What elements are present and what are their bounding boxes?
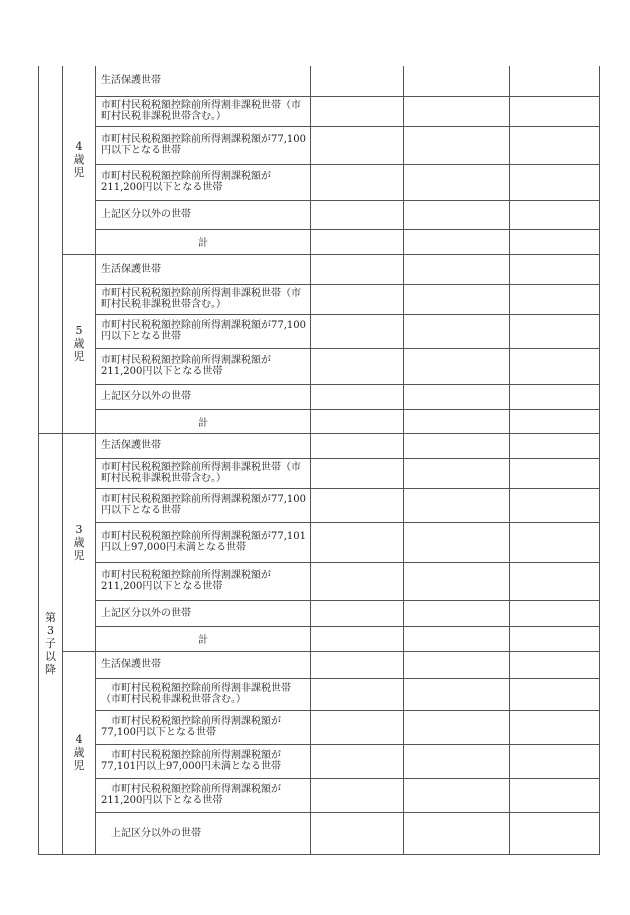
row-label: 市町村民税税額控除前所得割課税額が77,100円以下となる世帯 xyxy=(96,488,311,522)
input-cell[interactable] xyxy=(311,66,404,96)
total-label: 計 xyxy=(96,626,311,651)
input-cell[interactable] xyxy=(510,314,600,348)
input-cell[interactable] xyxy=(404,562,510,600)
input-cell[interactable] xyxy=(404,409,510,433)
row-label: 市町村民税税額控除前所得割課税額が211,200円以下となる世帯 xyxy=(96,562,311,600)
input-cell[interactable] xyxy=(311,314,404,348)
input-cell[interactable] xyxy=(510,600,600,626)
input-cell[interactable] xyxy=(404,126,510,164)
input-cell[interactable] xyxy=(404,458,510,488)
input-cell[interactable] xyxy=(311,812,404,854)
row-label: 市町村民税税額控除前所得割非課税世帯（市町村民税非課税世帯含む。） xyxy=(96,458,311,488)
input-cell[interactable] xyxy=(404,384,510,409)
input-cell[interactable] xyxy=(404,626,510,651)
input-cell[interactable] xyxy=(510,458,600,488)
group-label: 第3子以降 xyxy=(45,611,56,676)
input-cell[interactable] xyxy=(404,778,510,812)
age-cell-5 xyxy=(63,254,96,433)
input-cell[interactable] xyxy=(404,254,510,284)
input-cell[interactable] xyxy=(311,433,404,458)
input-cell[interactable] xyxy=(510,164,600,200)
input-cell[interactable] xyxy=(510,626,600,651)
input-cell[interactable] xyxy=(311,522,404,562)
row-label: 上記区分以外の世帯 xyxy=(96,384,311,409)
input-cell[interactable] xyxy=(510,254,600,284)
input-cell[interactable] xyxy=(404,678,510,710)
row-label: 市町村民税税額控除前所得割課税額が211,200円以下となる世帯 xyxy=(96,348,311,384)
input-cell[interactable] xyxy=(311,778,404,812)
input-cell[interactable] xyxy=(510,651,600,678)
input-cell[interactable] xyxy=(510,384,600,409)
input-cell[interactable] xyxy=(311,562,404,600)
input-cell[interactable] xyxy=(311,626,404,651)
row-label: 上記区分以外の世帯 xyxy=(96,600,311,626)
input-cell[interactable] xyxy=(510,678,600,710)
input-cell[interactable] xyxy=(311,348,404,384)
row-label: 市町村民税税額控除前所得割課税額が77,101円以上97,000円未満となる世帯 xyxy=(96,522,311,562)
row-label: 市町村民税税額控除前所得割課税額が211,200円以下となる世帯 xyxy=(96,778,311,812)
input-cell[interactable] xyxy=(311,744,404,778)
row-label: 市町村民税税額控除前所得割課税額が77,101円以上97,000円未満となる世帯 xyxy=(96,744,311,778)
input-cell[interactable] xyxy=(510,409,600,433)
row-label: 市町村民税税額控除前所得割課税額が211,200円以下となる世帯 xyxy=(96,164,311,200)
input-cell[interactable] xyxy=(311,229,404,254)
input-cell[interactable] xyxy=(404,284,510,314)
age-cell-4 xyxy=(63,66,96,254)
input-cell[interactable] xyxy=(510,348,600,384)
age-cell-3 xyxy=(63,433,96,651)
input-cell[interactable] xyxy=(311,458,404,488)
row-label: 市町村民税税額控除前所得割課税額が77,100円以下となる世帯 xyxy=(96,126,311,164)
age-label: 4歳児 xyxy=(73,733,85,772)
row-label: 市町村民税税額控除前所得割課税額が77,100円以下となる世帯 xyxy=(96,710,311,744)
input-cell[interactable] xyxy=(510,284,600,314)
group-cell-previous xyxy=(39,66,63,433)
input-cell[interactable] xyxy=(404,433,510,458)
input-cell[interactable] xyxy=(404,710,510,744)
input-cell[interactable] xyxy=(311,678,404,710)
input-cell[interactable] xyxy=(510,488,600,522)
input-cell[interactable] xyxy=(404,96,510,126)
input-cell[interactable] xyxy=(311,200,404,229)
input-cell[interactable] xyxy=(404,164,510,200)
input-cell[interactable] xyxy=(311,600,404,626)
input-cell[interactable] xyxy=(311,409,404,433)
input-cell[interactable] xyxy=(510,200,600,229)
input-cell[interactable] xyxy=(510,126,600,164)
input-cell[interactable] xyxy=(510,778,600,812)
input-cell[interactable] xyxy=(311,126,404,164)
age-label: 4歳児 xyxy=(73,140,85,180)
row-label: 市町村民税税額控除前所得割非課税世帯（市町村民税非課税世帯含む。） xyxy=(96,678,311,710)
total-label: 計 xyxy=(96,229,311,254)
row-label: 市町村民税税額控除前所得割非課税世帯（市町村民税非課税世帯含む。） xyxy=(96,284,311,314)
input-cell[interactable] xyxy=(510,710,600,744)
input-cell[interactable] xyxy=(311,710,404,744)
input-cell[interactable] xyxy=(311,164,404,200)
input-cell[interactable] xyxy=(404,600,510,626)
row-label: 生活保護世帯 xyxy=(96,66,311,96)
input-cell[interactable] xyxy=(404,522,510,562)
age-cell-4b xyxy=(63,651,96,854)
fee-category-table xyxy=(38,66,599,855)
row-label: 市町村民税税額控除前所得割課税額が77,100円以下となる世帯 xyxy=(96,314,311,348)
row-label: 生活保護世帯 xyxy=(96,433,311,458)
input-cell[interactable] xyxy=(404,314,510,348)
input-cell[interactable] xyxy=(404,651,510,678)
row-label: 生活保護世帯 xyxy=(96,651,311,678)
input-cell[interactable] xyxy=(510,562,600,600)
input-cell[interactable] xyxy=(510,812,600,854)
input-cell[interactable] xyxy=(510,96,600,126)
input-cell[interactable] xyxy=(404,348,510,384)
input-cell[interactable] xyxy=(404,812,510,854)
input-cell[interactable] xyxy=(311,384,404,409)
input-cell[interactable] xyxy=(311,254,404,284)
row-label: 上記区分以外の世帯 xyxy=(96,200,311,229)
input-cell[interactable] xyxy=(404,200,510,229)
input-cell[interactable] xyxy=(311,96,404,126)
input-cell[interactable] xyxy=(404,66,510,96)
input-cell[interactable] xyxy=(311,488,404,522)
age-label: 3歳児 xyxy=(73,522,85,562)
input-cell[interactable] xyxy=(510,433,600,458)
input-cell[interactable] xyxy=(404,229,510,254)
input-cell[interactable] xyxy=(311,651,404,678)
total-label: 計 xyxy=(96,409,311,433)
input-cell[interactable] xyxy=(510,744,600,778)
input-cell[interactable] xyxy=(510,229,600,254)
input-cell[interactable] xyxy=(404,488,510,522)
row-label: 市町村民税税額控除前所得割非課税世帯（市町村民税非課税世帯含む。） xyxy=(96,96,311,126)
input-cell[interactable] xyxy=(311,284,404,314)
age-label: 5歳児 xyxy=(73,324,85,363)
row-label: 上記区分以外の世帯 xyxy=(96,812,311,854)
input-cell[interactable] xyxy=(404,744,510,778)
input-cell[interactable] xyxy=(510,522,600,562)
row-label: 生活保護世帯 xyxy=(96,254,311,284)
group-cell-third-child xyxy=(39,433,63,854)
input-cell[interactable] xyxy=(510,66,600,96)
